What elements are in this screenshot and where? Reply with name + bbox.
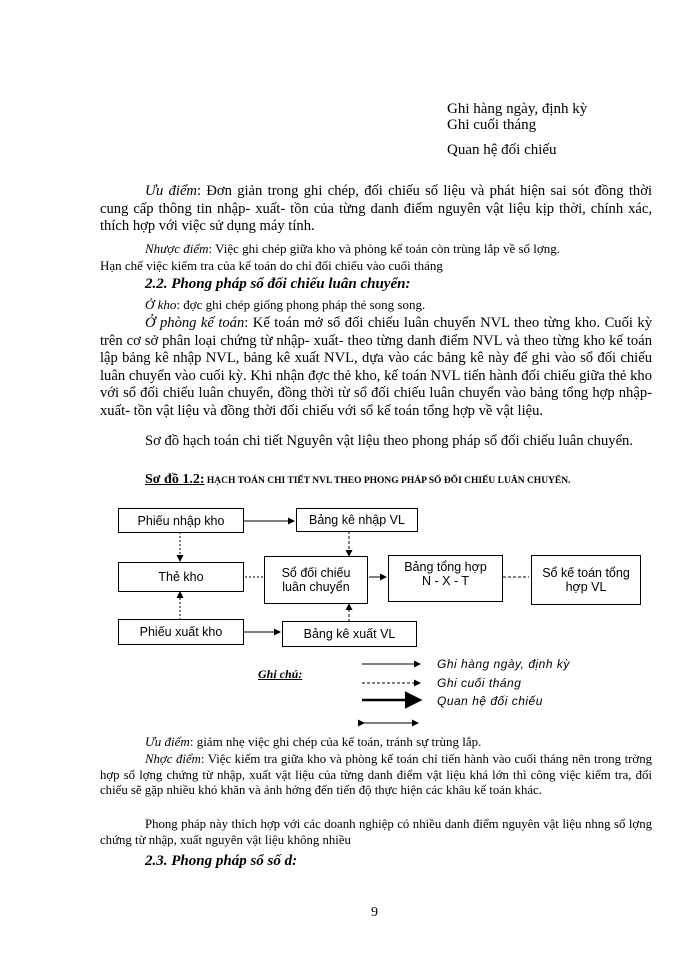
nhuoc-diem-2-label: Nhợc điểm [145, 752, 201, 766]
box-the-kho: Thẻ kho [118, 562, 244, 592]
box-so-doi-chieu: Sổ đối chiếu luân chuyển [264, 556, 368, 604]
box-bang-ke-nhap: Bảng kê nhập VL [296, 508, 418, 532]
box-phieu-xuat-kho: Phiếu xuất kho [118, 619, 244, 645]
top-legend-line-1: Ghi hàng ngày, định kỳ [447, 101, 588, 117]
paragraph-nhuoc-diem-2 [100, 752, 652, 799]
top-legend-line-3: Quan hệ đối chiếu [447, 142, 557, 158]
ghi-chu-line-3: Quan hệ đối chiếu [437, 694, 543, 708]
paragraph-so-do-intro: Sơ đồ hạch toán chi tiết Nguyên vật liệu theo phong pháp sổ đối chiếu luân chuyển. [145, 433, 633, 449]
ghi-chu-line-1: Ghi hàng ngày, định kỳ [437, 657, 570, 671]
paragraph-thich-hop: Phong pháp này thích hợp với các doanh nghiệp có nhiều danh điểm nguyên vật liệu nhng số lợng chứng từ nhập, xuất nguyên vật liệu không nhiều [100, 817, 652, 847]
nhuoc-diem-text: : Việc ghi chép giữa kho và phòng kế toán còn trùng lắp về số lợng. [208, 241, 561, 256]
o-kho-label: Ở kho [145, 297, 177, 312]
top-legend-line-2: Ghi cuối tháng [447, 117, 537, 133]
uu-diem-label: Ưu điểm [145, 183, 197, 199]
o-kho-text: : đợc ghi chép giống phong pháp thẻ song song. [176, 297, 426, 312]
o-phong-ke-toan-text: : Kế toán mở sổ đối chiếu luân chuyển NVL theo từng kho. Cuối kỳ trên cơ sở phân loại chứng từ nhập- xuất- theo từng danh điểm NVL và theo từng kho kế toán lập bảng kê nhập NVL, bảng kê xuất NVL, dựa vào các bảng kê này để ghi vào sổ đối chiếu luân chuyển vào cuối kỳ. Khi nhận đợc thẻ kho, kế toán NVL tiến hành đối chiếu giữa thẻ kho với sổ đối chiếu luân chuyển, đồng thời từ sổ đối chiếu luân chuyển vào bảng tổng hợp nhập- xuất- tồn vật liệu và đồng thời đối chiếu với sổ kế toán tổng hợp về vật liệu. [100, 315, 652, 419]
diagram-title-label: Sơ đồ 1.2: [145, 472, 205, 487]
uu-diem-text: : Đơn giản trong ghi chép, đối chiếu số liệu và phát hiện sai sót đồng thời cung cấp thông tin nhập- xuất- tồn của từng danh điểm nguyên vật liệu kịp thời, chính xác, thích hợp với việc sử dụng máy tính. [100, 183, 652, 234]
o-phong-ke-toan-label: Ở phòng kế toán [145, 315, 245, 331]
ghi-chu-label: Ghi chú: [258, 667, 303, 681]
uu-diem-2-label: Ưu điểm [145, 734, 190, 749]
nhuoc-diem-line-2: Hạn chế việc kiểm tra của kế toán do chỉ đối chiếu vào cuối tháng [100, 258, 443, 273]
heading-2-3: 2.3. Phong pháp sổ số d: [145, 853, 298, 869]
heading-2-2: 2.2. Phong pháp sổ đối chiếu luân chuyển: [145, 276, 411, 292]
box-so-ke-toan-tong-hop: Sổ kế toán tổng hợp VL [531, 555, 641, 605]
uu-diem-2-text: : giảm nhẹ việc ghi chép của kế toán, tránh sự trùng lắp. [189, 734, 482, 749]
nhuoc-diem-2-text: : Việc kiểm tra giữa kho và phòng kế toán chỉ tiến hành vào cuối tháng nên trong trờng hợp số lợng chứng từ nhập, xuất vật liệu của từng danh điểm vật liệu khá lớn thì công việc kiểm tra, đối chiếu sẽ gặp nhiều khó khăn và ảnh hởng đến tiến độ thực hiện các khâu kế toán khác. [100, 752, 652, 797]
box-phieu-nhap-kho: Phiếu nhập kho [118, 508, 244, 533]
page-number: 9 [371, 905, 378, 920]
diagram-title-text: HẠCH TOÁN CHI TIẾT NVL THEO PHONG PHÁP SỔ ĐỐI CHIẾU LUÂN CHUYỂN. [204, 476, 571, 486]
nhuoc-diem-label: Nhược điểm [145, 241, 209, 256]
ghi-chu-line-2: Ghi cuối tháng [437, 676, 522, 690]
box-bang-tong-hop: Bảng tổng hợp N - X - T [388, 555, 503, 602]
uu-diem-2-line [145, 734, 481, 750]
box-bang-ke-xuat: Bảng kê xuất VL [282, 621, 417, 647]
